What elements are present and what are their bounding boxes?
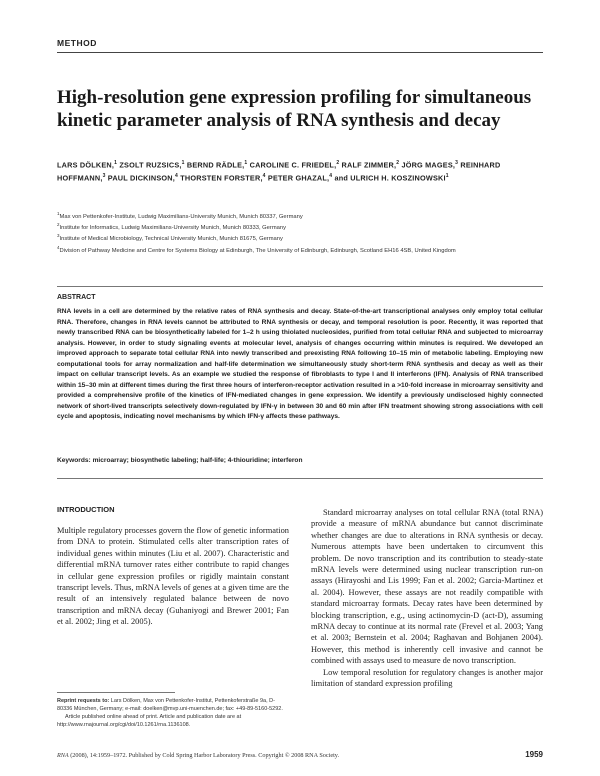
author-affiliation-marker: 4 [175,172,178,179]
author-affiliation-marker: 1 [244,160,248,166]
keywords-label: Keywords: [57,457,91,464]
affiliation-text: Max von Pettenkofer-Institute, Ludwig Maximilians-University Munich, Munich 80337, Germany [59,213,303,220]
page-footer [57,752,543,759]
affiliation-marker: 3 [57,233,60,239]
intro-paragraph-3: Low temporal resolution for regulatory changes is another major limitation of standard expression profiling [311,667,543,689]
author-name: PETER GHAZAL, [267,173,330,183]
author-name: LARS DÖLKEN, [57,160,115,170]
page-number: 1959 [525,750,543,759]
affiliation-item [57,210,543,221]
author-name: and ULRICH H. KOSZINOWSKI [334,173,446,183]
affiliation-marker: 2 [57,222,60,228]
author-affiliation-marker: 1 [181,160,185,166]
reprint-label: Reprint requests to: [57,698,110,704]
affiliation-item [57,244,543,255]
affiliation-text: Division of Pathway Medicine and Centre for Systems Biology at Edinburgh, The University of Edinburgh, Edinburgh, Scotland EH16 4SB, United Kingdom [59,247,456,254]
right-column [311,507,543,690]
author-name: REINHARD HOFFMANN, [57,160,501,183]
footnote [57,697,289,729]
author-affiliation-marker: 2 [396,160,400,166]
author-affiliation-marker: 4 [329,172,333,179]
author-name: ZSOLT RUZSICS, [119,160,182,170]
keywords-text: microarray; biosynthetic labeling; half-life; 4-thiouridine; interferon [92,457,303,464]
abstract-text: RNA levels in a cell are determined by the relative rates of RNA synthesis and decay. State-of-the-art transcriptional analyses only employ total cellular RNA. Therefore, changes in RNA levels cannot be attributed to RNA synthesis or decay, and temporal resolution is poor. Recently, it was reported that newly transcribed RNA can be biosynthetically labeled for 1–2 h using thiolated nucleosides, purified from total cellular RNA and subjected to microarray analysis. However, in order to study signaling events at molecular level, analysis of changes occurring within minutes is required. We developed an improved approach to separate total cellular RNA into newly transcribed and preexisting RNA following 10–15 min of metabolic labeling. Employing new computational tools for array normalization and half-life determination we simultaneously study short-term RNA synthesis and decay as well as their impact on cellular transcript levels. As an example we studied the response of fibroblasts to type I and II interferons (IFN). Analysis of RNA transcribed within 15–30 min at different times during the first three hours of interferon-receptor activation resulted in a >10-fold increase in microarray sensitivity and provided a comprehensive profile of the kinetics of IFN-mediated changes in gene expression. We identify a previously undisclosed highly connected network of short-lived transcripts selectively down-regulated by IFN-γ in between 30 and 60 min after IFN treatment showing strong associations with cell cycle and apoptosis, indicating novel mechanisms by which IFN-γ affects these pathways. [57,308,543,420]
affiliation-text: Institute of Medical Microbiology, Technical University Munich, Munich 81675, Germany [59,236,283,243]
affiliation-text: Institute for Informatics, Ludwig Maximilians-University Munich, Munich 80333, Germany [59,225,287,232]
author-list [57,158,543,184]
author-name: JÖRG MAGES, [401,160,456,170]
author-affiliation-marker: 1 [114,160,118,166]
header-divider [57,52,543,53]
author-name: RALF ZIMMER, [341,160,397,170]
abstract-top-divider [57,286,543,287]
intro-paragraph-2: Standard microarray analyses on total cellular RNA (total RNA) provide a measure of mRNA abundance but cannot discriminate whether changes are due to alterations in RNA synthesis or decay. Numerous attempts have been undertaken to circumvent this problem. De novo transcription and its contribution to steady-state mRNA levels were determined using nuclear transcription run-on assays (Hirayoshi and Lis 1999; Fan et al. 2002; Garcia-Martinez et al. 2004). However, these assays are not readily compatible with standard microarray formats. Decay rates have been determined by blocking transcription, e.g., using actinomycin-D (act-D), assuming mRNA decay to continue at its normal rate (Frevel et al. 2003; Yang et al. 2003; Bernstein et al. 2004; Raghavan and Bohjanen 2004). However, this method is inherently cell invasive and cannot be combined with assays used to measure de novo transcription. [311,508,543,666]
introduction-heading: INTRODUCTION [57,505,115,514]
abstract-heading: ABSTRACT [57,294,96,301]
affiliation-item [57,221,543,232]
article-note: Article published online ahead of print. Article and publication date are at http://www.rnajournal.org/cgi/doi/10.1261/rna.1136108. [57,714,242,728]
citation-line: (2008), 14:1959–1972. Published by Cold Spring Harbor Laboratory Press. Copyright © 2008 RNA Society. [70,752,340,759]
author-name: BERND RÄDLE, [186,160,245,170]
author-affiliation-marker: 1 [445,172,449,179]
affiliation-item [57,232,543,243]
footnote-divider [57,692,175,693]
affiliation-marker: 1 [57,211,60,216]
section-label: METHOD [57,38,97,48]
journal-name: RNA [57,752,69,759]
intro-paragraph-1: Multiple regulatory processes govern the flow of genetic information from DNA to protein. Stimulated cells alter transcription rates of individual genes within minutes (Liu et al. 2007). Characteristic and differential mRNA turnover rates either contribute to rapid changes in cellular gene expression profiles or rigidly maintain constant transcript levels. Thus, mRNA levels of genes at a given time are the result of an intensively regulated balance between de novo transcription and mRNA decay (Guhaniyogi and Brewer 2001; Fan et al. 2002; Jing et al. 2005). [57,526,289,627]
author-affiliation-marker: 3 [102,172,106,179]
affiliation-list [57,210,543,255]
paper-title: High-resolution gene expression profiling for simultaneous kinetic parameter analysis of RNA synthesis and decay [57,87,532,131]
author-name: CAROLINE C. FRIEDEL, [249,160,337,170]
reprint-note [57,697,289,713]
keywords [57,457,543,464]
author-name: PAUL DICKINSON, [107,173,175,183]
author-affiliation-marker: 4 [262,172,266,179]
affiliation-marker: 4 [57,244,60,250]
author-affiliation-marker: 3 [455,160,459,166]
reprint-text: Lars Dölken, Max von Pettenkofer-Institut, Pettenkoferstraße 9a, D-80336 München, Germany; e-mail: doelken@mvp.uni-muenchen.de; fax: +49-89-5160-5292. [57,698,283,712]
author-name: THORSTEN FORSTER, [180,173,263,183]
keywords-divider [57,478,543,479]
author-affiliation-marker: 2 [336,160,340,166]
left-column [57,505,289,628]
